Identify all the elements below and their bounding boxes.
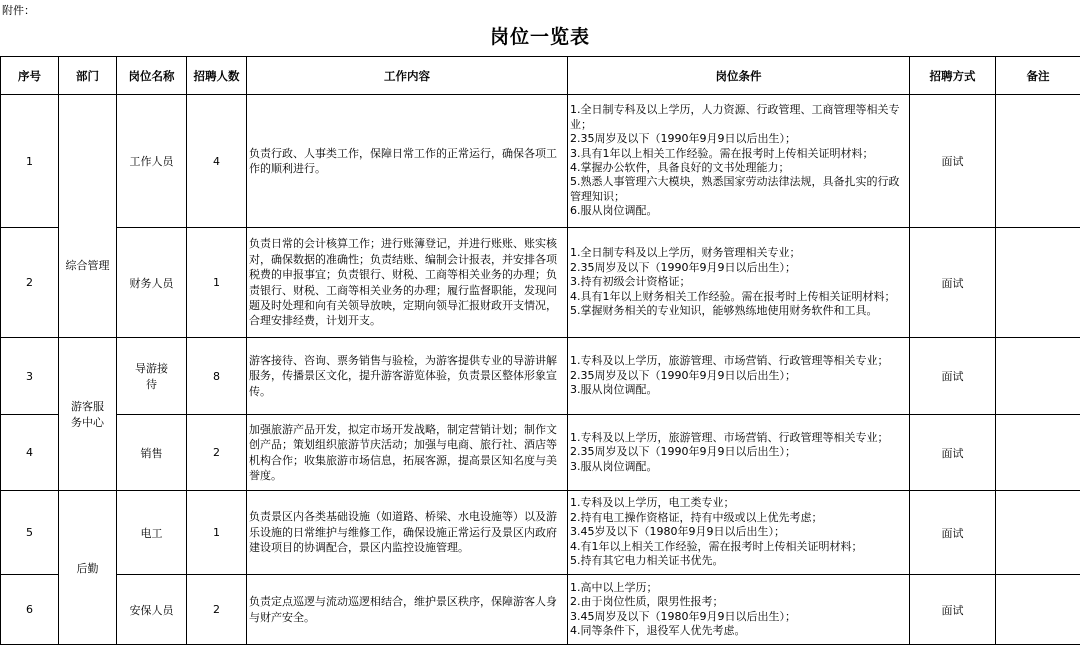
condition-item: 1.专科及以上学历，旅游管理、市场营销、行政管理等相关专业；: [570, 354, 889, 368]
row-method: 面试: [910, 415, 996, 491]
header-method: 招聘方式: [910, 57, 996, 95]
condition-item: 1.专科及以上学历，电工类专业；: [570, 496, 735, 510]
row-count: 2: [187, 415, 247, 491]
row-method: 面试: [910, 338, 996, 415]
positions-table: [0, 56, 1080, 645]
row-post: 安保人员: [117, 575, 187, 645]
row-content: 负责行政、人事类工作，保障日常工作的正常运行，确保各项工作的顺利进行。: [247, 95, 568, 228]
row-method: 面试: [910, 491, 996, 575]
row-conditions: [568, 575, 910, 645]
condition-item: 1.专科及以上学历，旅游管理、市场营销、行政管理等相关专业；: [570, 430, 889, 444]
row-remark: [996, 491, 1080, 575]
dept-cell: 游客服务中心: [59, 338, 117, 491]
header-conditions: 岗位条件: [568, 57, 910, 95]
condition-item: 5.熟悉人事管理六大模块，熟悉国家劳动法律法规，具备扎实的行政管理知识；: [570, 175, 900, 203]
row-content: 负责定点巡逻与流动巡逻相结合，维护景区秩序，保障游客人身与财产安全。: [247, 575, 568, 645]
row-conditions: [568, 228, 910, 338]
row-method: 面试: [910, 228, 996, 338]
condition-item: 2.35周岁及以下（1990年9月9日以后出生）；: [570, 368, 796, 382]
row-remark: [996, 575, 1080, 645]
row-no: 3: [1, 338, 59, 415]
row-no: 1: [1, 95, 59, 228]
row-no: 6: [1, 575, 59, 645]
table-header-row: [1, 57, 1080, 95]
row-post: 财务人员: [117, 228, 187, 338]
row-conditions: [568, 415, 910, 491]
condition-item: 3.持有初级会计资格证；: [570, 275, 691, 289]
row-method: 面试: [910, 95, 996, 228]
row-post: 导游接待: [117, 338, 187, 415]
header-count: 招聘人数: [187, 57, 247, 95]
row-post: 销售: [117, 415, 187, 491]
condition-item: 2.35周岁及以下（1990年9月9日以后出生）；: [570, 132, 796, 146]
condition-item: 1.高中以上学历；: [570, 580, 658, 594]
table-row: [1, 95, 1080, 228]
row-content: 游客接待、咨询、票务销售与验检，为游客提供专业的导游讲解服务，传播景区文化，提升游客游览体验，负责景区整体形象宣传。: [247, 338, 568, 415]
dept-cell: 综合管理: [59, 95, 117, 338]
row-content: 负责日常的会计核算工作；进行账簿登记，并进行账账、账实核对，确保数据的准确性；负责结账、编制会计报表，并安排各项税费的申报事宜；负责银行、财税、工商等相关业务的办理；负责银行、财税、工商等相关业务的办理；履行监督职能，发现问题及时处理和向有关领导放映，定期向领导汇报财政开支情况，合理安排经费，计划开支。: [247, 228, 568, 338]
condition-item: 2.持有电工操作资格证，持有中级或以上优先考虑；: [570, 510, 823, 524]
header-post: 岗位名称: [117, 57, 187, 95]
header-remark: 备注: [996, 57, 1080, 95]
row-conditions: [568, 338, 910, 415]
row-content: 加强旅游产品开发，拟定市场开发战略，制定营销计划；制作文创产品；策划组织旅游节庆活动；加强与电商、旅行社、酒店等机构合作；收集旅游市场信息，拓展客源，提高景区知名度与美誉度。: [247, 415, 568, 491]
row-post: 电工: [117, 491, 187, 575]
row-conditions: [568, 95, 910, 228]
row-post: 工作人员: [117, 95, 187, 228]
row-no: 4: [1, 415, 59, 491]
condition-item: 2.35周岁及以下（1990年9月9日以后出生）；: [570, 445, 796, 459]
header-dept: 部门: [59, 57, 117, 95]
condition-item: 6.服从岗位调配。: [570, 204, 658, 218]
header-no: 序号: [1, 57, 59, 95]
row-count: 1: [187, 491, 247, 575]
page-title: 岗位一览表: [489, 26, 590, 48]
row-content: 负责景区内各类基础设施（如道路、桥梁、水电设施等）以及游乐设施的日常维护与维修工作，确保设施正常运行及景区内政府建设项目的协调配合，景区内监控设施管理。: [247, 491, 568, 575]
condition-item: 3.45周岁及以下（1980年9月9日以后出生）；: [570, 609, 796, 623]
header-content: 工作内容: [247, 57, 568, 95]
row-count: 4: [187, 95, 247, 228]
condition-item: 1.全日制专科及以上学历，财务管理相关专业；: [570, 246, 801, 260]
condition-item: 5.掌握财务相关的专业知识，能够熟练地使用财务软件和工具。: [570, 304, 878, 318]
condition-item: 5.持有其它电力相关证书优先。: [570, 554, 724, 568]
condition-item: 4.同等条件下，退役军人优先考虑。: [570, 623, 746, 637]
row-method: 面试: [910, 575, 996, 645]
row-no: 2: [1, 228, 59, 338]
row-no: 5: [1, 491, 59, 575]
condition-item: 3.具有1年以上相关工作经验。需在报考时上传相关证明材料；: [570, 146, 874, 160]
row-remark: [996, 95, 1080, 228]
attachment-label: 附件：: [2, 4, 35, 17]
table-row: [1, 228, 1080, 338]
table-row: [1, 575, 1080, 645]
condition-item: 3.45岁及以下（1980年9月9日以后出生）；: [570, 525, 785, 539]
condition-item: 4.有1年以上相关工作经验，需在报考时上传相关证明材料；: [570, 539, 863, 553]
table-row: [1, 415, 1080, 491]
condition-item: 2.由于岗位性质，限男性报考；: [570, 595, 724, 609]
condition-item: 3.服从岗位调配。: [570, 383, 658, 397]
row-remark: [996, 228, 1080, 338]
condition-item: 4.掌握办公软件，具备良好的文书处理能力；: [570, 161, 790, 174]
dept-cell: 后勤: [59, 491, 117, 645]
condition-item: 4.具有1年以上财务相关工作经验。需在报考时上传相关证明材料；: [570, 289, 896, 303]
row-conditions: [568, 491, 910, 575]
condition-item: 3.服从岗位调配。: [570, 459, 658, 473]
condition-item: 2.35周岁及以下（1990年9月9日以后出生）；: [570, 260, 796, 274]
table-row: [1, 338, 1080, 415]
row-count: 1: [187, 228, 247, 338]
row-count: 2: [187, 575, 247, 645]
row-remark: [996, 338, 1080, 415]
condition-item: 1.全日制专科及以上学历，人力资源、行政管理、工商管理等相关专业；: [570, 103, 900, 131]
row-count: 8: [187, 338, 247, 415]
row-remark: [996, 415, 1080, 491]
table-row: [1, 491, 1080, 575]
